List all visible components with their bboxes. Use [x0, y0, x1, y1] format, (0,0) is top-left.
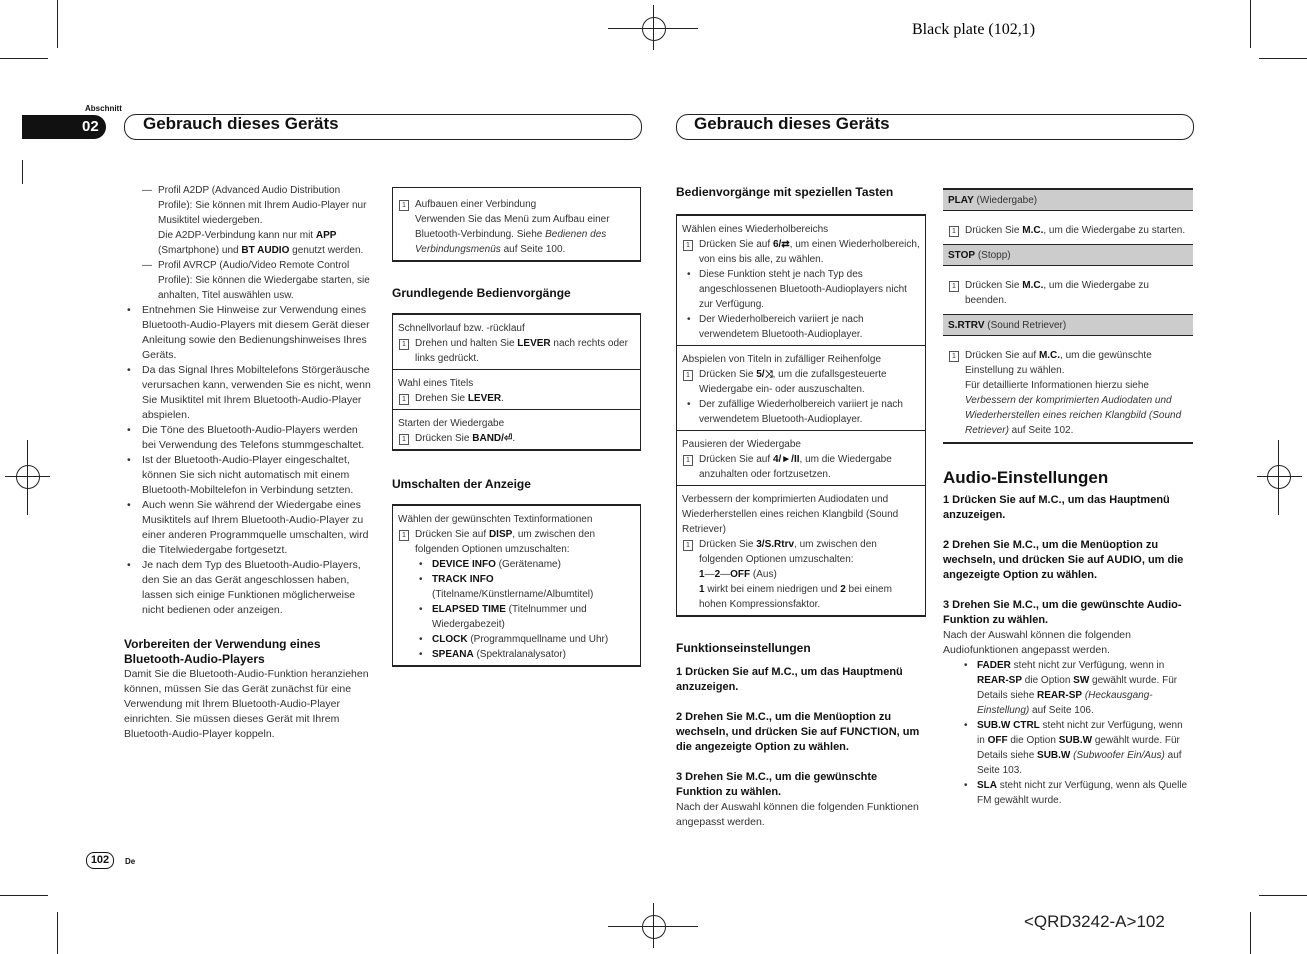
step-number: 1	[949, 226, 959, 237]
registration-mark	[1278, 440, 1279, 515]
crop-mark	[0, 58, 48, 59]
step-number: 1	[683, 540, 693, 551]
shuffle-title: Abspielen von Titeln in zufälliger Reihenfolge	[682, 354, 882, 365]
function-step-1: 1 Drücken Sie auf M.C., um das Hauptmenü anzuzeigen.	[676, 666, 903, 693]
crop-mark	[1259, 895, 1307, 896]
note-item: • Entnehmen Sie Hinweise zur Verwendung eines Bluetooth-Audio-Players mit diesem Gerät dieser Anleitung sowie den Bedienungshinweises Ihres Geräts.	[124, 303, 374, 363]
document-code: <QRD3242-A>102	[1024, 912, 1165, 931]
ff-title: Schnellvorlauf bzw. -rücklauf	[398, 323, 525, 334]
function-step-3: 3 Drehen Sie M.C., um die gewünschte Funktion zu wählen.	[676, 771, 878, 798]
crop-mark	[1250, 912, 1251, 954]
repeat-step: 1 Drücken Sie auf 6/⇄, um einen Wiederholbereich, von eins bis alle, zu wählen.	[682, 237, 920, 267]
crop-mark	[0, 895, 48, 896]
pause-title: Pausieren der Wiedergabe	[682, 439, 801, 450]
note-item: • Je nach dem Typ des Bluetooth-Audio-Players, den Sie an das Gerät angeschlossen haben, lassen sich einige Funktionen möglicherweise nicht bedienen oder anzeigen.	[124, 558, 374, 618]
header-title-left: Gebrauch dieses Geräts	[143, 114, 339, 133]
function-text: Nach der Auswahl können die folgenden Funktionen angepasst werden.	[676, 801, 919, 828]
sound-retriever-step: 1 Drücken Sie 3/S.Rtrv, um zwischen den folgenden Optionen umzuschalten:	[682, 537, 920, 567]
note-item: • Da das Signal Ihres Mobiltelefons Störgeräusche verursachen kann, verwenden Sie es nicht, wenn Sie Musiktitel mit Ihrem Bluetooth-Audio-Player abspielen.	[124, 363, 374, 423]
connect-box	[392, 187, 641, 262]
pause-step: 1 Drücken Sie auf 4/►/II, um die Wiedergabe anzuhalten oder fortzusetzen.	[682, 452, 920, 482]
audio-notes	[943, 658, 1193, 808]
profile-a2dp: — Profil A2DP (Advanced Audio Distribution Profile): Sie können mit Ihrem Audio-Player nur Musiktitel wiedergeben.	[124, 183, 374, 228]
display-step: 1 Drücken Sie auf DISP, um zwischen den folgenden Optionen umzuschalten:	[398, 527, 635, 557]
prep-text: Damit Sie die Bluetooth-Audio-Funktion heranziehen können, müssen Sie das Gerät zunächst für eine Verwendung mit Ihrem Bluetooth-Audio-Player einrichten. Sie müssen dieses Gerät mit Ihrem Bluetooth-Audio-Player koppeln.	[124, 668, 369, 740]
step-number: 1	[683, 455, 693, 466]
step-number: 1	[949, 281, 959, 292]
note-list	[124, 303, 374, 618]
registration-mark	[653, 903, 654, 948]
repeat-cell	[677, 216, 925, 346]
enter-icon: ⏎	[503, 433, 513, 444]
play-header: PLAY (Wiedergabe)	[943, 188, 1193, 211]
step-number: 1	[399, 200, 409, 211]
prep-heading: Vorbereiten der Verwendung eines Bluetooth-Audio-Players	[124, 637, 321, 666]
ff-step: 1 Drehen und halten Sie LEVER nach rechts oder links gedrückt.	[398, 336, 635, 366]
registration-mark	[653, 5, 654, 50]
play-cell	[393, 410, 640, 449]
play-body	[943, 211, 1193, 244]
display-option: • DEVICE INFO (Gerätename)	[398, 557, 635, 572]
display-option: • CLOCK (Programmquellname und Uhr)	[398, 632, 635, 647]
special-heading: Bedienvorgänge mit speziellen Tasten	[676, 185, 894, 199]
special-box	[676, 214, 926, 617]
shuffle-cell	[677, 346, 925, 431]
registration-mark	[642, 915, 666, 939]
a2dp-note: Die A2DP-Verbindung kann nur mit APP (Smartphone) und BT AUDIO genutzt werden.	[158, 230, 364, 256]
connect-step-1: 1 Aufbauen einer Verbindung	[398, 197, 635, 212]
crop-mark	[22, 160, 23, 184]
step-number: 1	[399, 394, 409, 405]
audio-step-3: 3 Drehen Sie M.C., um die gewünschte Audio-Funktion zu wählen.	[943, 599, 1182, 626]
profile-avrcp: — Profil AVRCP (Audio/Video Remote Control Profile): Sie können die Wiedergabe starten, sie anhalten, Titel auswählen usw.	[124, 258, 374, 303]
column-1	[124, 183, 374, 742]
basic-heading: Grundlegende Bedienvorgänge	[392, 286, 571, 300]
plate-label: Black plate (102,1)	[912, 21, 1036, 38]
stop-step: 1 Drücken Sie M.C., um die Wiedergabe zu beenden.	[948, 278, 1188, 308]
display-cell	[393, 506, 640, 665]
registration-mark	[1257, 476, 1302, 477]
ff-cell	[393, 315, 640, 370]
play-step: 1 Drücken Sie M.C., um die Wiedergabe zu starten.	[948, 223, 1188, 238]
step-number: 1	[683, 370, 693, 381]
subw-note: • SUB.W CTRL steht nicht zur Verfügung, wenn in OFF die Option SUB.W gewählt wurde. Für Details siehe SUB.W (Subwoofer Ein/Aus) auf Seite 103.	[943, 718, 1193, 778]
crop-mark	[57, 912, 58, 954]
step-number: 1	[399, 434, 409, 445]
basic-box	[392, 313, 641, 451]
registration-mark	[27, 440, 28, 515]
step-number: 1	[683, 240, 693, 251]
sound-retriever-title: Verbessern der komprimierten Audiodaten und Wiederherstellen eines reichen Klangbild (Sound Retriever)	[682, 494, 899, 535]
page-number-badge: 102	[86, 852, 114, 869]
crop-mark	[57, 0, 58, 48]
section-number-badge: 02	[22, 115, 106, 139]
display-option: • SPEANA (Spektralanalysator)	[398, 647, 635, 662]
pause-cell	[677, 431, 925, 486]
registration-mark	[1267, 465, 1291, 489]
note-item: • Auch wenn Sie während der Wiedergabe eines Musiktitels auf Ihrem Bluetooth-Audio-Player zu einer anderen Programmquelle umschalten, wird die Titelwiedergabe fortgesetzt.	[124, 498, 374, 558]
repeat-title: Wählen eines Wiederholbereichs	[682, 224, 829, 235]
repeat-icon: ⇄	[781, 239, 790, 250]
function-heading: Funktionseinstellungen	[676, 641, 811, 655]
repeat-note: • Der Wiederholbereich variiert je nach verwendetem Bluetooth-Audioplayer.	[682, 312, 920, 342]
function-step-2: 2 Drehen Sie M.C., um die Menüoption zu wechseln, und drücken Sie auf FUNCTION, um die angezeigte Option zu wählen.	[676, 711, 920, 753]
sla-note: • SLA steht nicht zur Verfügung, wenn als Quelle FM gewählt wurde.	[943, 778, 1193, 808]
audio-text: Nach der Auswahl können die folgenden Audiofunktionen angepasst werden.	[943, 629, 1131, 656]
section-label: Abschnitt	[85, 104, 122, 113]
audio-step-2: 2 Drehen Sie M.C., um die Menüoption zu wechseln, und drücken Sie auf AUDIO, um die angezeigte Option zu wählen.	[943, 539, 1184, 581]
sound-retriever-cell	[677, 486, 925, 615]
track-title: Wahl eines Titels	[398, 378, 474, 389]
audio-step-1: 1 Drücken Sie auf M.C., um das Hauptmenü anzuzeigen.	[943, 494, 1170, 521]
stop-header: STOP (Stopp)	[943, 244, 1193, 266]
audio-heading: Audio-Einstellungen	[943, 468, 1109, 487]
track-cell	[393, 370, 640, 410]
header-title-right: Gebrauch dieses Geräts	[694, 114, 890, 133]
connect-cell	[393, 188, 640, 260]
crop-mark	[1250, 0, 1251, 48]
display-heading: Umschalten der Anzeige	[392, 477, 531, 491]
srtrv-header: S.RTRV (Sound Retriever)	[943, 314, 1193, 336]
function-table	[943, 188, 1193, 444]
sound-retriever-options: 1—2—OFF (Aus)	[699, 569, 777, 580]
crop-mark	[1259, 58, 1307, 59]
column-4	[943, 188, 1193, 808]
sound-retriever-note: 1 wirkt bei einem niedrigen und 2 bei einem hohen Kompressionsfaktor.	[699, 584, 892, 610]
language-label: De	[125, 857, 136, 866]
column-3	[676, 185, 926, 830]
step-number: 1	[399, 339, 409, 350]
shuffle-icon: ⤨	[764, 369, 773, 380]
stop-body	[943, 266, 1193, 314]
registration-mark	[16, 465, 40, 489]
display-option: • ELAPSED TIME (Titelnummer und Wiedergabezeit)	[398, 602, 635, 632]
display-option: • TRACK INFO (Titelname/Künstlername/Albumtitel)	[398, 572, 635, 602]
step-number: 1	[399, 530, 409, 541]
srtrv-ref: Für detaillierte Informationen hierzu siehe Verbessern der komprimierten Audiodaten und Wiederherstellen eines reichen Klangbild (Sound Retriever) auf Seite 102.	[965, 380, 1182, 436]
note-item: • Ist der Bluetooth-Audio-Player eingeschaltet, können Sie sich nicht automatisch mit einem Bluetooth-Mobiltelefon in Verbindung setzten.	[124, 453, 374, 498]
column-2	[392, 187, 641, 667]
repeat-note: • Diese Funktion steht je nach Typ des angeschlossenen Bluetooth-Audioplayers nicht zur Verfügung.	[682, 267, 920, 312]
connect-step-2: Verwenden Sie das Menü zum Aufbau einer Bluetooth-Verbindung. Siehe Bedienen des Verbindungsmenüs auf Seite 100.	[415, 214, 610, 255]
display-title: Wählen der gewünschten Textinformationen	[398, 514, 593, 525]
step-number: 1	[949, 351, 959, 362]
srtrv-body	[943, 336, 1193, 442]
play-title: Starten der Wiedergabe	[398, 418, 505, 429]
note-item: • Die Töne des Bluetooth-Audio-Players werden bei Verwendung des Telefons stummgeschaltet.	[124, 423, 374, 453]
shuffle-note: • Der zufällige Wiederholbereich variiert je nach verwendetem Bluetooth-Audioplayer.	[682, 397, 920, 427]
display-box	[392, 504, 641, 667]
fader-note: • FADER steht nicht zur Verfügung, wenn in REAR-SP die Option SW gewählt wurde. Für Details siehe REAR-SP (Heckausgang-Einstellung) auf Seite 106.	[943, 658, 1193, 718]
shuffle-step: 1 Drücken Sie 5/⤨, um die zufallsgesteuerte Wiedergabe ein- oder auszuschalten.	[682, 367, 920, 397]
play-step: 1 Drücken Sie BAND/⏎.	[398, 431, 635, 446]
registration-mark	[642, 17, 666, 41]
track-step: 1 Drehen Sie LEVER.	[398, 391, 635, 406]
srtrv-step: 1 Drücken Sie auf M.C., um die gewünschte Einstellung zu wählen.	[948, 348, 1188, 378]
